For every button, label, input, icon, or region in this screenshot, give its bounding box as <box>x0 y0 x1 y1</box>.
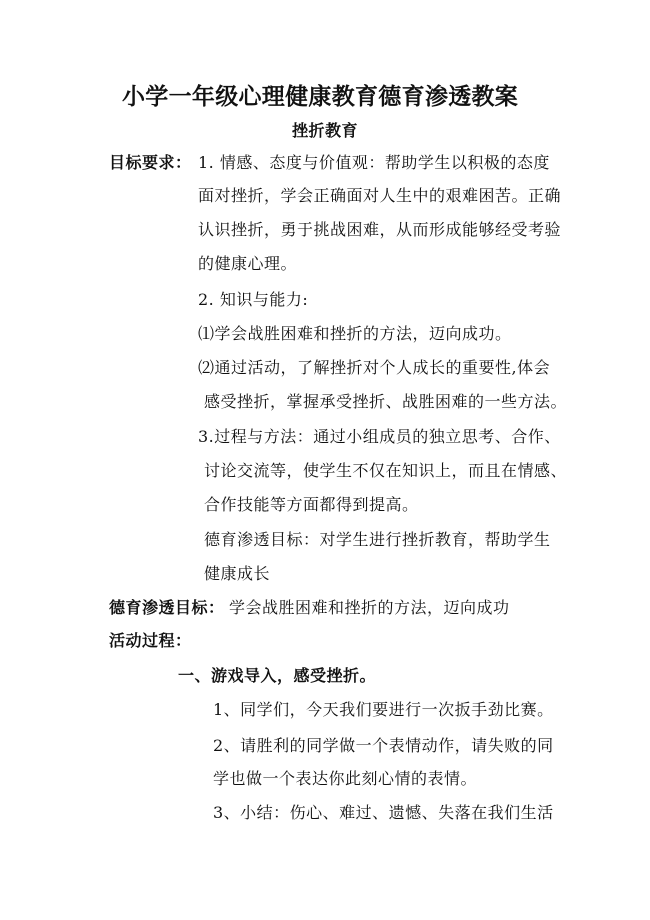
moral-text: 学会战胜困难和挫折的方法，迈向成功 <box>229 598 510 617</box>
goal-item2-heading: 2. 知识与能力: <box>198 290 309 309</box>
goal-item2-sub2-line: 感受挫折，掌握承受挫折、战胜困难的一些方法。 <box>204 392 568 411</box>
process-label: 活动过程： <box>109 631 192 650</box>
document-subtitle: 挫折教育 <box>292 121 359 140</box>
goal-item2-sub2-line: ⑵通过活动，了解挫折对个人成长的重要性,体会 <box>198 358 551 377</box>
moral-goal-line: 德育渗透目标：对学生进行挫折教育，帮助学生 <box>204 530 551 549</box>
goal-item1-line: 面对挫折，学会正确面对人生中的艰难困苦。正确 <box>198 186 562 205</box>
goal-item2-sub1: ⑴学会战胜困难和挫折的方法，迈向成功。 <box>198 324 512 343</box>
goal-item3-line: 合作技能等方面都得到提高。 <box>204 495 419 514</box>
moral-label: 德育渗透目标： <box>109 598 225 617</box>
section1-item: 学也做一个表达你此刻心情的表情。 <box>213 769 478 788</box>
goal-item1-line: 1. 情感、态度与价值观：帮助学生以积极的态度 <box>198 153 550 172</box>
goal-item1-line: 的健康心理。 <box>198 254 298 273</box>
section1-item: 1、同学们，今天我们要进行一次扳手劲比赛。 <box>213 700 554 719</box>
section1-heading: 一、游戏导入，感受挫折。 <box>178 666 377 685</box>
goal-item1-line: 认识挫折，勇于挑战困难，从而形成能够经受考验 <box>198 220 562 239</box>
document-title: 小学一年级心理健康教育德育渗透教案 <box>122 84 519 110</box>
moral-goal-line: 健康成长 <box>204 564 271 583</box>
goal-item3-line: 3.过程与方法：通过小组成员的独立思考、合作、 <box>198 427 561 446</box>
goal-item3-line: 讨论交流等，使学生不仅在知识上，而且在情感、 <box>204 461 568 480</box>
section1-item: 2、请胜利的同学做一个表情动作，请失败的同 <box>213 736 554 755</box>
goals-label: 目标要求： <box>109 153 192 172</box>
section1-item: 3、小结：伤心、难过、遗憾、失落在我们生活 <box>213 803 554 822</box>
